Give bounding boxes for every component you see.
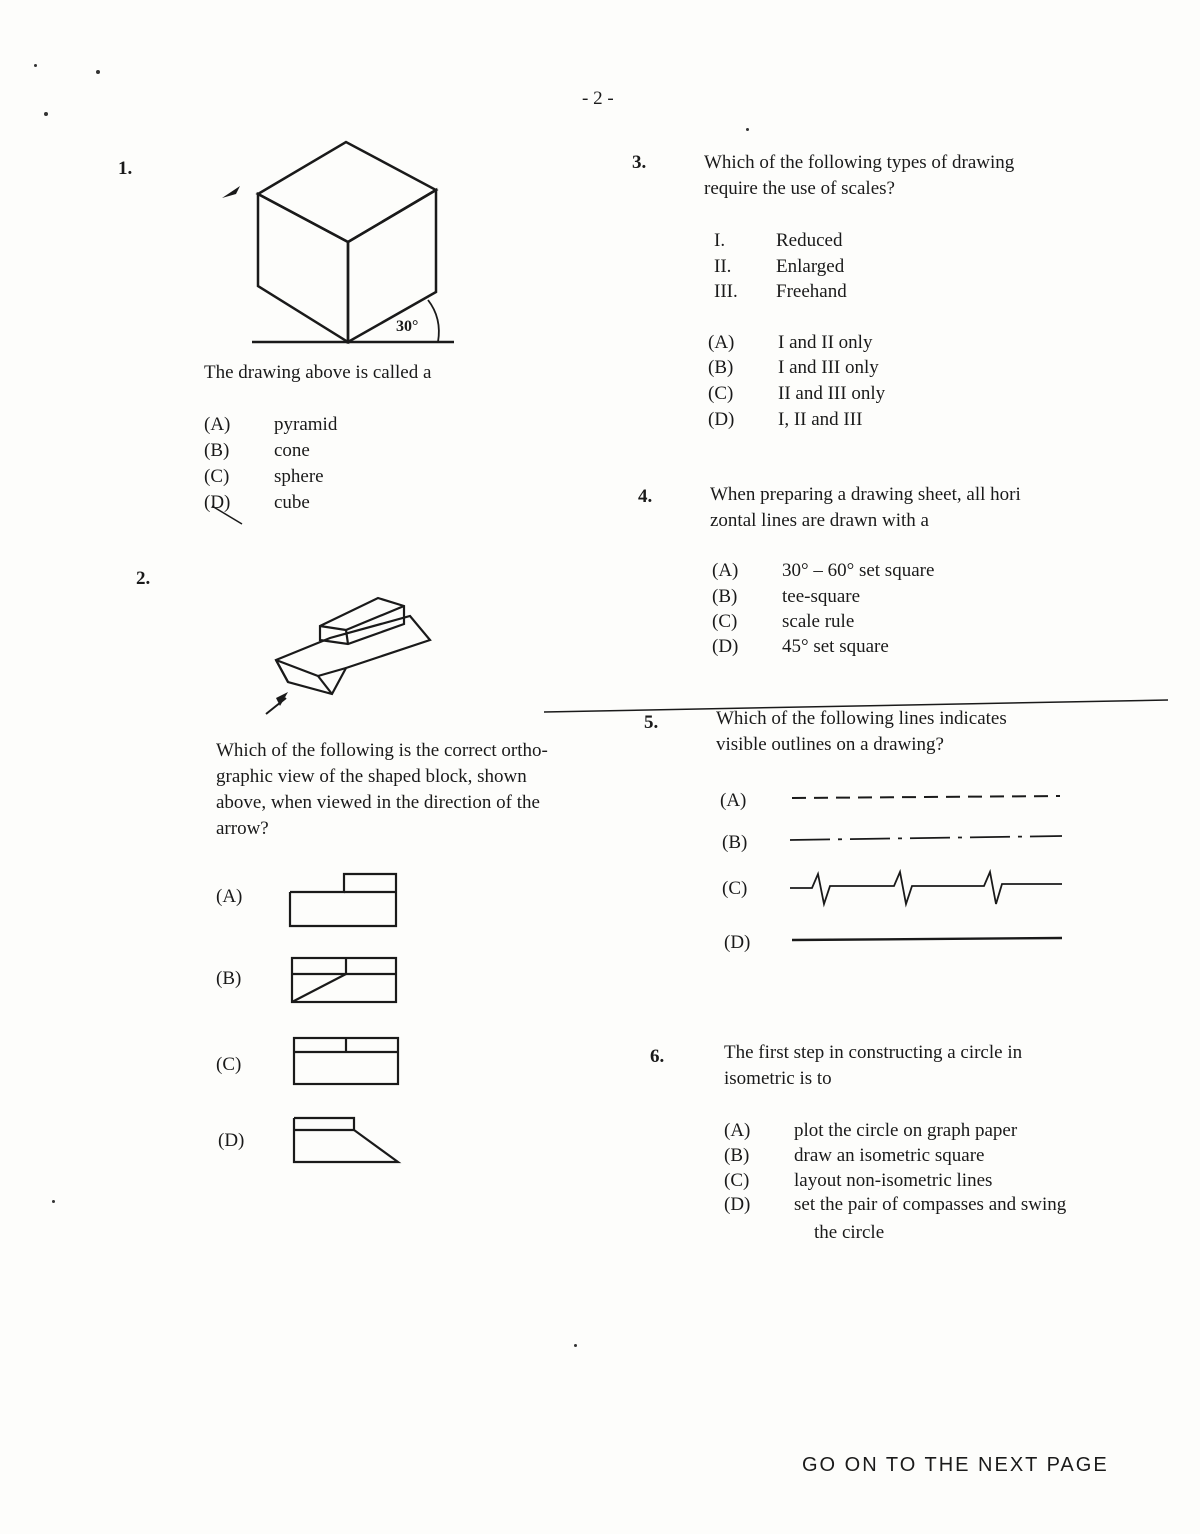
footer-next-page: GO ON TO THE NEXT PAGE	[802, 1454, 1109, 1476]
q2-option-c[interactable]: (C)	[216, 1054, 242, 1075]
q6-option-b[interactable]: (B) draw an isometric square	[724, 1145, 985, 1166]
q2-number: 2.	[136, 568, 151, 589]
q4-option-d[interactable]: (D) 45° set square	[712, 636, 889, 657]
q4-stem: When preparing a drawing sheet, all hori zontal lines are drawn with a	[710, 484, 1021, 531]
q5-option-c[interactable]: (C)	[722, 878, 748, 899]
view-arrow-icon	[222, 186, 240, 198]
q6-option-d-continuation: the circle	[814, 1222, 885, 1243]
q3-item-3: III. Freehand	[714, 281, 847, 302]
speck	[34, 64, 37, 67]
q2-option-d[interactable]: (D)	[218, 1130, 245, 1151]
q2-option-a[interactable]: (A)	[216, 886, 243, 907]
q6-stem: The first step in constructing a circle in isometric is to	[724, 1042, 1023, 1089]
q4-option-c[interactable]: (C) scale rule	[712, 611, 855, 632]
q3-option-d[interactable]: (D) I, II and III	[708, 409, 863, 430]
cube-left-face	[258, 194, 348, 342]
q6-option-c[interactable]: (C) layout non-isometric lines	[724, 1170, 993, 1191]
q5-option-a[interactable]: (A)	[720, 790, 747, 811]
q6-option-a[interactable]: (A) plot the circle on graph paper	[724, 1120, 1018, 1141]
speck	[52, 1200, 55, 1203]
speck	[44, 112, 48, 116]
q1-option-c[interactable]: (C) sphere	[204, 466, 324, 487]
q1-angle-label: 30°	[396, 318, 419, 335]
q1-number: 1.	[118, 158, 133, 179]
q1-option-d[interactable]: (D) cube	[204, 492, 310, 513]
q3-number: 3.	[632, 152, 647, 173]
q4-number: 4.	[638, 486, 653, 507]
q6-option-d[interactable]: (D) set the pair of compasses and swing	[724, 1194, 1067, 1215]
speck	[746, 128, 749, 131]
speck	[574, 1344, 577, 1347]
q1-option-a[interactable]: (A) pyramid	[204, 414, 338, 435]
q3-stem: Which of the following types of drawing require the use of scales?	[704, 152, 1015, 199]
cube-right-face	[348, 190, 436, 342]
q5-option-d-continuous-line	[0, 0, 1, 1]
q2-stem: Which of the following is the correct ortho- graphic view of the shaped block, shown above, when viewed in the direction of the arrow?	[216, 740, 548, 839]
q3-option-b[interactable]: (B) I and III only	[708, 357, 879, 378]
q6-number: 6.	[650, 1046, 665, 1067]
q1-stem: The drawing above is called a	[204, 362, 432, 383]
q3-option-a[interactable]: (A) I and II only	[708, 332, 873, 353]
q2-option-b[interactable]: (B)	[216, 968, 242, 989]
q3-item-1: I. Reduced	[714, 230, 843, 251]
q5-option-b[interactable]: (B)	[722, 832, 748, 853]
page-number: - 2 -	[582, 88, 614, 109]
q4-option-b[interactable]: (B) tee-square	[712, 586, 861, 607]
q3-option-c[interactable]: (C) II and III only	[708, 383, 886, 404]
angle-arc	[428, 300, 439, 342]
cube-top-face	[258, 142, 436, 242]
speck	[96, 70, 100, 74]
q1-option-b[interactable]: (B) cone	[204, 440, 310, 461]
q5-stem: Which of the following lines indicates visible outlines on a drawing?	[716, 708, 1007, 755]
q3-item-2: II. Enlarged	[714, 256, 845, 277]
q4-option-a[interactable]: (A) 30° – 60° set square	[712, 560, 935, 581]
q5-number: 5.	[644, 712, 659, 733]
q5-option-d[interactable]: (D)	[724, 932, 751, 953]
